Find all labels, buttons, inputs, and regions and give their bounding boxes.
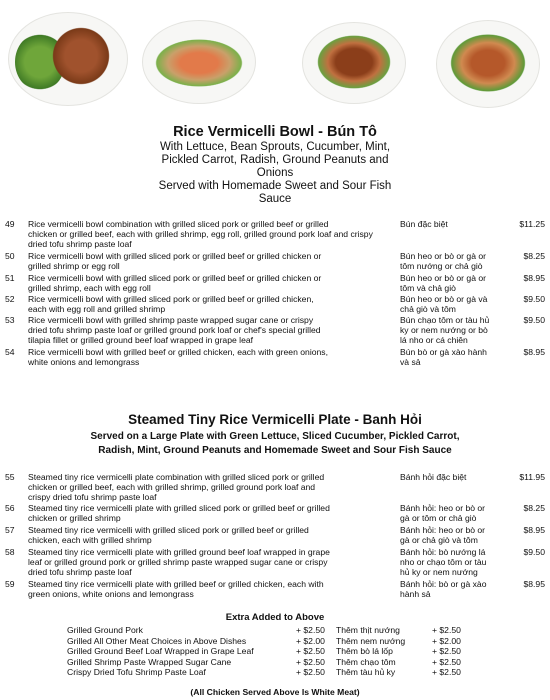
item-description	[28, 219, 388, 249]
item-vietnamese-name-line: nho or chạo tôm or tàu	[400, 557, 487, 567]
extra-vietnamese-name: Thêm thịt nướng	[336, 625, 400, 635]
item-price: $11.95	[519, 472, 545, 482]
item-description-line: Rice vermicelli bowl with grilled shrimp paste wrapped sugar cane or crispy	[28, 315, 314, 325]
item-vietnamese-name	[400, 294, 495, 314]
item-vietnamese-name-line: Bún heo or bò or gà or	[400, 251, 486, 261]
item-vietnamese-name	[400, 251, 495, 271]
item-description-line: white onions and lemongrass	[28, 357, 140, 367]
item-description	[28, 273, 388, 293]
item-description	[28, 294, 388, 314]
item-vietnamese-name	[400, 547, 495, 577]
item-description-line: green onions, white onions and lemongrass	[28, 589, 194, 599]
food-photo-3	[302, 22, 406, 104]
item-description-line: Rice vermicelli bowl combination with grilled sliced pork or grilled beef or grilled	[28, 219, 329, 229]
item-vietnamese-name-line: gà or chả giò và tôm	[400, 535, 478, 545]
item-number: 55	[5, 472, 15, 482]
item-vietnamese-name-line: hủ ky or nem nướng	[400, 567, 478, 577]
item-vietnamese-name	[400, 579, 495, 599]
item-description	[28, 579, 388, 599]
item-vietnamese-name-line: tôm nướng or chả giò	[400, 261, 483, 271]
extra-vietnamese-price: + $2.50	[432, 656, 461, 667]
section-2-subtitle-line: Radish, Mint, Ground Peanuts and Homemade Sweet and Sour Fish Sauce	[98, 445, 452, 456]
item-vietnamese-name-line: Bún đặc biệt	[400, 219, 448, 229]
food-photo-4	[436, 20, 540, 108]
extra-english-price: + $2.50	[296, 656, 325, 667]
section-1-subtitle-line: Sauce	[258, 193, 292, 205]
item-vietnamese-name-line: gà or tôm or chả giò	[400, 513, 477, 523]
item-price: $11.25	[519, 219, 545, 229]
extra-vietnamese-price: + $2.50	[432, 646, 461, 656]
item-vietnamese-name-line: ky or nem nướng or bò	[400, 325, 488, 335]
item-number: 52	[5, 294, 15, 304]
extra-english-price: + $2.50	[296, 646, 325, 656]
item-price: $9.50	[523, 294, 545, 304]
item-vietnamese-name	[400, 273, 495, 293]
item-number: 56	[5, 503, 15, 513]
extras-title: Extra Added to Above	[225, 612, 325, 623]
item-vietnamese-name-line: Bún heo or bò or gà or	[400, 273, 486, 283]
item-price: $8.25	[523, 503, 545, 513]
item-description-line: Steamed tiny rice vermicelli with grilled sliced pork or grilled beef or grilled	[28, 525, 309, 535]
section-2-title: Steamed Tiny Rice Vermicelli Plate - Banh Hỏi	[128, 412, 422, 427]
item-vietnamese-name-line: lá nho or cá chiên	[400, 335, 468, 345]
extra-vietnamese-name: Thêm bò lá lốp	[336, 646, 393, 656]
item-description-line: chicken or grilled beef, each with grilled shrimp, egg roll, grilled ground pork loaf and crispy	[28, 229, 373, 239]
item-price: $9.50	[523, 315, 545, 325]
extra-english-price: + $2.50	[296, 667, 325, 677]
item-description	[28, 547, 388, 577]
extra-english-price: + $2.00	[296, 635, 325, 646]
item-description-line: Steamed tiny rice vermicelli plate combination with grilled sliced pork or grilled	[28, 472, 325, 482]
item-price: $8.25	[523, 251, 545, 261]
item-description-line: tilapia fillet or grilled ground beef loaf wrapped in grape leaf	[28, 335, 254, 345]
extra-english-name: Crispy Dried Tofu Shrimp Paste Loaf	[67, 667, 206, 677]
section-1-subtitle-line: With Lettuce, Bean Sprouts, Cucumber, Mint,	[159, 141, 391, 153]
item-description-line: crispy dried tofu shrimp paste loaf	[28, 492, 157, 502]
section-1-subtitle-line: Onions	[256, 167, 294, 179]
item-description-line: Rice vermicelli bowl with grilled sliced pork or grilled beef or grilled chicken,	[28, 294, 314, 304]
extra-vietnamese-price: + $2.50	[432, 625, 461, 635]
item-number: 53	[5, 315, 15, 325]
item-vietnamese-name-line: Bún chạo tôm or tàu hủ	[400, 315, 490, 325]
item-vietnamese-name-line: Bánh hỏi đặc biệt	[400, 472, 467, 482]
item-description-line: chicken or grilled beef, each with grilled shrimp, grilled ground pork loaf and	[28, 482, 316, 492]
extra-english-name: Grilled Ground Pork	[67, 625, 143, 635]
item-price: $8.95	[523, 273, 545, 283]
item-vietnamese-name-line: tôm và chả giò	[400, 283, 456, 293]
extra-vietnamese-name: Thêm chạo tôm	[336, 656, 396, 667]
extra-vietnamese-name: Thêm nem nướng	[336, 635, 406, 646]
item-description-line: Steamed tiny rice vermicelli plate with grilled sliced pork or grilled beef or grilled	[28, 503, 330, 513]
extra-english-price: + $2.50	[296, 625, 325, 635]
item-vietnamese-name-line: chả giò và tôm	[400, 304, 456, 314]
extra-vietnamese-name: Thêm tàu hủ ky	[336, 667, 396, 677]
section-2-subtitle-line: Served on a Large Plate with Green Lettuce, Sliced Cucumber, Pickled Carrot,	[90, 431, 460, 442]
item-description	[28, 315, 388, 345]
item-description-line: dried tofu shrimp paste loaf	[28, 567, 132, 577]
item-vietnamese-name-line: hành sả	[400, 589, 431, 599]
item-description	[28, 472, 388, 502]
item-description	[28, 347, 388, 367]
item-vietnamese-name-line: Bánh hỏi: bò nướng lá	[400, 547, 486, 557]
item-number: 50	[5, 251, 15, 261]
item-vietnamese-name	[400, 472, 495, 482]
extra-english-name: Grilled All Other Meat Choices in Above Dishes	[67, 635, 247, 646]
extra-english-name: Grilled Ground Beef Loaf Wrapped in Grape Leaf	[67, 646, 254, 656]
food-photo-2	[142, 20, 256, 104]
item-vietnamese-name-line: và sả	[400, 357, 421, 367]
item-description-line: Steamed tiny rice vermicelli plate with grilled beef or grilled chicken, each with	[28, 579, 324, 589]
item-vietnamese-name-line: Bún heo or bò or gà và	[400, 294, 488, 304]
item-vietnamese-name	[400, 347, 495, 367]
item-vietnamese-name-line: Bánh hỏi: heo or bò or	[400, 525, 486, 535]
item-price: $9.50	[523, 547, 545, 557]
item-description-line: Rice vermicelli bowl with grilled sliced pork or grilled beef or grilled chicken or	[28, 273, 322, 283]
item-number: 59	[5, 579, 15, 589]
item-number: 58	[5, 547, 15, 557]
section-1-subtitle-line: Served with Homemade Sweet and Sour Fish	[158, 180, 392, 192]
section-1-title: Rice Vermicelli Bowl - Bún Tô	[173, 124, 377, 140]
item-description-line: Steamed tiny rice vermicelli plate with grilled ground beef loaf wrapped in grape	[28, 547, 330, 557]
item-vietnamese-name	[400, 503, 495, 523]
item-vietnamese-name-line: Bánh hỏi: bò or gà xào	[400, 579, 487, 589]
item-vietnamese-name	[400, 315, 495, 345]
item-description-line: grilled shrimp, each with egg roll	[28, 283, 151, 293]
item-vietnamese-name	[400, 219, 495, 229]
item-number: 49	[5, 219, 15, 229]
item-description-line: dried tofu shrimp paste loaf	[28, 239, 132, 249]
item-vietnamese-name	[400, 525, 495, 545]
item-price: $8.95	[523, 347, 545, 357]
extra-vietnamese-price: + $2.50	[432, 667, 461, 677]
item-number: 51	[5, 273, 15, 283]
item-description-line: each with egg roll and grilled shrimp	[28, 304, 166, 314]
item-description	[28, 503, 388, 523]
extra-vietnamese-price: + $2.00	[432, 635, 461, 646]
item-description	[28, 251, 388, 271]
item-vietnamese-name-line: Bún bò or gà xào hành	[400, 347, 487, 357]
item-description-line: dried tofu shrimp paste loaf or grilled ground pork loaf or chef's special grilled	[28, 325, 321, 335]
item-price: $8.95	[523, 579, 545, 589]
item-price: $8.95	[523, 525, 545, 535]
extra-english-name: Grilled Shrimp Paste Wrapped Sugar Cane	[67, 656, 232, 667]
item-description-line: grilled shrimp or egg roll	[28, 261, 120, 271]
item-description-line: chicken or grilled shrimp	[28, 513, 121, 523]
item-number: 57	[5, 525, 15, 535]
section-1-subtitle-line: Pickled Carrot, Radish, Ground Peanuts and	[161, 154, 389, 166]
item-description-line: leaf or grilled ground pork or grilled shrimp paste wrapped sugar cane or crispy	[28, 557, 328, 567]
item-number: 54	[5, 347, 15, 357]
item-description	[28, 525, 388, 545]
food-photos	[0, 0, 550, 118]
item-description-line: chicken, each with grilled shrimp	[28, 535, 152, 545]
footer-note: (All Chicken Served Above Is White Meat)	[190, 687, 360, 697]
item-description-line: Rice vermicelli bowl with grilled sliced pork or grilled beef or grilled chicken or	[28, 251, 322, 261]
food-photo-1	[8, 12, 128, 106]
item-description-line: Rice vermicelli bowl with grilled beef or grilled chicken, each with green onions,	[28, 347, 328, 357]
item-vietnamese-name-line: Bánh hỏi: heo or bò or	[400, 503, 486, 513]
